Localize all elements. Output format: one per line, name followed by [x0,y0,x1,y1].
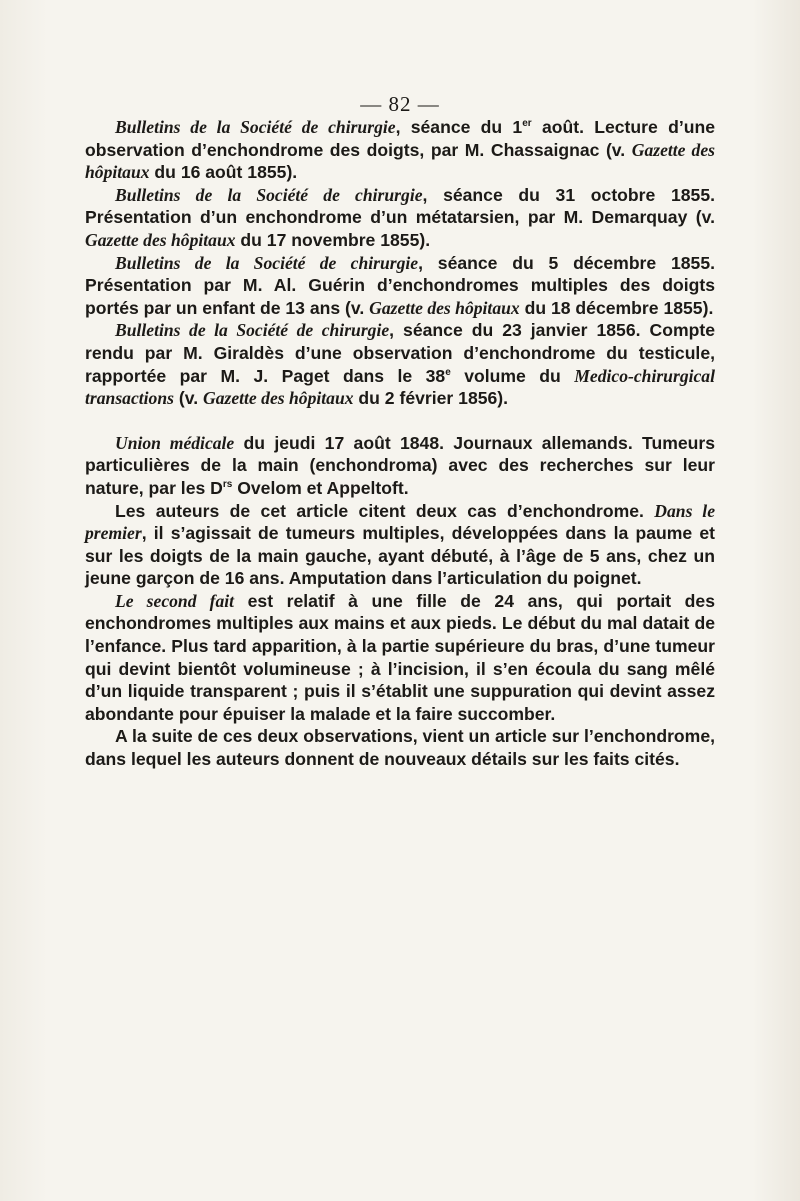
journal-reference: Gazette des hôpitaux [85,229,236,250]
journal-reference: Gazette des hôpitaux [369,297,520,318]
journal-reference: Gazette des hôpitaux [203,388,354,409]
entry-paragraph-2 [85,184,715,252]
entry-text: du jeudi 17 août 1848. Journaux allemands. Tumeurs particulières de la main (enchondroma) avec des recherches sur leur nature, par les D [85,432,715,498]
journal-title: Bulletins de la Société de chirurgie [115,252,419,273]
body-paragraph-1 [85,500,715,590]
entry-text: du 18 décembre 1855). [519,297,714,318]
plural-suffix: rs [222,479,233,491]
emphasis-text: Dans le premier [85,500,716,544]
entry-text: , séance du 31 octobre 1855. Présentation d’un enchondrome d’un métatarsien, par M. Demarquay (v. [85,184,715,228]
journal-title: Bulletins de la Société de chirurgie [115,320,390,341]
body-paragraph-2 [85,590,715,726]
paragraph-text: , il s’agissait de tumeurs multiples, développées dans la paume et sur les doigts de la main gauche, ayant débuté, à l’âge de 5 ans, chez un jeune garçon de 16 ans. Amputation dans l’articulation du poignet. [85,523,715,589]
paragraph-text: est relatif à une fille de 24 ans, qui portait des enchondromes multiples aux mains et aux pieds. Le début du mal datait de l’enfance. Plus tard apparition, à la partie supérieure du bras, d’une tumeur qui devint bientôt volumineuse ; à l’incision, il s’en écoula du sang mêlé d’un liquide transparent ; puis il s’établit une suppuration qui devint assez abondante pour épuiser la malade et la faire succomber. [85,590,715,724]
entry-text: , séance du 5 décembre 1855. Présentation par M. Al. Guérin d’enchondromes multiples des doigts portés par un enfant de 13 ans (v. [85,252,715,318]
union-paragraph [85,432,715,500]
entry-paragraph-1 [85,116,715,184]
entry-text: (v. [173,388,203,409]
paragraph-text: A la suite de ces deux observations, vient un article sur l’enchondrome, dans lequel les auteurs donnent de nouveaux détails sur les faits cités. [85,726,715,770]
entry-text: du 16 août 1855). [149,162,298,183]
page-number: — 82 — [360,92,440,116]
ordinal-suffix: er [522,118,532,130]
entry-text: Ovelom et Appeltoft. [232,477,409,498]
ordinal-suffix: e [445,366,451,378]
entry-paragraph-3 [85,252,715,320]
paragraph-text: Les auteurs de cet article citent deux cas d’enchondrome. [115,500,655,521]
journal-title: Bulletins de la Société de chirurgie [115,184,423,205]
entry-text: , séance du 1 [395,117,523,137]
journal-reference: Medico-chirurgical transactions [85,365,715,409]
journal-title: Bulletins de la Société de chirurgie [115,117,396,137]
entry-text: du 17 novembre 1855). [235,229,431,250]
body-paragraph-3 [85,725,715,770]
entry-text: août. Lecture d’une observation d’enchondrome des doigts, par M. Chassaignac (v. [85,117,715,160]
emphasis-text: Le second fait [115,590,235,611]
body-text [85,116,715,771]
entry-text: du 2 février 1856). [353,388,509,409]
entry-text: , séance du 23 janvier 1856. Compte rendu par M. Giraldès d’une observation d’enchondrome du testicule, rapportée par M. J. Paget dans le 38 [85,320,715,386]
journal-reference: Gazette des hôpitaux [85,139,715,183]
journal-title: Union médicale [115,432,235,453]
entry-text: volume du [450,365,575,386]
entry-paragraph-4 [85,319,715,409]
